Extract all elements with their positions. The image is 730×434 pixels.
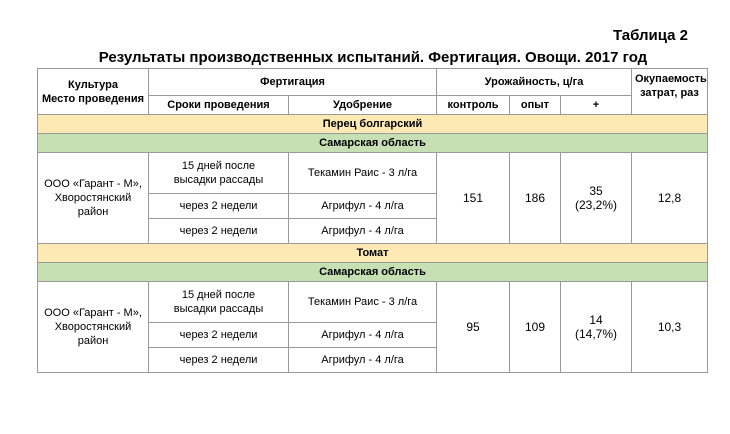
timing-cell (149, 153, 289, 194)
timing-cell: через 2 недели (149, 219, 289, 244)
table-row (38, 153, 708, 194)
plus-percent: (23,2%) (574, 198, 618, 212)
timing-cell: через 2 недели (149, 323, 289, 348)
place-line2: Хворостянский (54, 192, 132, 204)
timing-line1: 15 дней после (181, 289, 256, 301)
place-line1: ООО «Гарант - М», (44, 178, 142, 190)
header-yield: Урожайность, ц/га (437, 69, 632, 96)
region-name: Самарская область (38, 263, 708, 282)
region-row (38, 263, 708, 282)
fertilizer-cell: Текамин Раис - 3 л/га (289, 153, 437, 194)
header-row-1 (38, 69, 708, 96)
culture-row (38, 115, 708, 134)
culture-row (38, 244, 708, 263)
header-culture-line1: Культура (68, 78, 118, 91)
timing-cell: через 2 недели (149, 194, 289, 219)
timing-line2: высадки рассады (173, 174, 264, 186)
header-plus: + (561, 96, 632, 115)
place-line2: Хворостянский (54, 321, 132, 333)
timing-cell (149, 282, 289, 323)
fertilizer-cell: Агрифул - 4 л/га (289, 348, 437, 373)
header-fertigation: Фертигация (149, 69, 437, 96)
header-experiment: опыт (510, 96, 561, 115)
experiment-cell: 186 (510, 153, 561, 244)
timing-line2: высадки рассады (173, 303, 264, 315)
fertilizer-cell: Агрифул - 4 л/га (289, 219, 437, 244)
plus-cell (561, 153, 632, 244)
table-title: Результаты производственных испытаний. Фертигация. Овощи. 2017 год (98, 49, 648, 66)
fertilizer-cell: Агрифул - 4 л/га (289, 323, 437, 348)
place-cell (38, 153, 149, 244)
table-number: Таблица 2 (612, 27, 688, 44)
culture-name: Томат (38, 244, 708, 263)
payback-cell: 10,3 (632, 282, 708, 373)
region-row (38, 134, 708, 153)
place-line1: ООО «Гарант - М», (44, 307, 142, 319)
plus-cell (561, 282, 632, 373)
timing-cell: через 2 недели (149, 348, 289, 373)
results-table (37, 68, 708, 373)
header-culture-line2: Место проведения (41, 92, 144, 105)
header-timing: Сроки проведения (149, 96, 289, 115)
control-cell: 95 (437, 282, 510, 373)
header-culture (38, 69, 149, 115)
place-line3: район (77, 335, 109, 347)
timing-line1: 15 дней после (181, 160, 256, 172)
table-row (38, 282, 708, 323)
place-cell (38, 282, 149, 373)
fertilizer-cell: Текамин Раис - 3 л/га (289, 282, 437, 323)
plus-percent: (14,7%) (574, 327, 618, 341)
plus-value: 14 (589, 313, 603, 327)
header-payback: Окупаемость затрат, раз (632, 69, 708, 115)
control-cell: 151 (437, 153, 510, 244)
experiment-cell: 109 (510, 282, 561, 373)
header-fertilizer: Удобрение (289, 96, 437, 115)
payback-cell: 12,8 (632, 153, 708, 244)
fertilizer-cell: Агрифул - 4 л/га (289, 194, 437, 219)
culture-name: Перец болгарский (38, 115, 708, 134)
region-name: Самарская область (38, 134, 708, 153)
place-line3: район (77, 206, 109, 218)
plus-value: 35 (589, 184, 603, 198)
header-control: контроль (437, 96, 510, 115)
